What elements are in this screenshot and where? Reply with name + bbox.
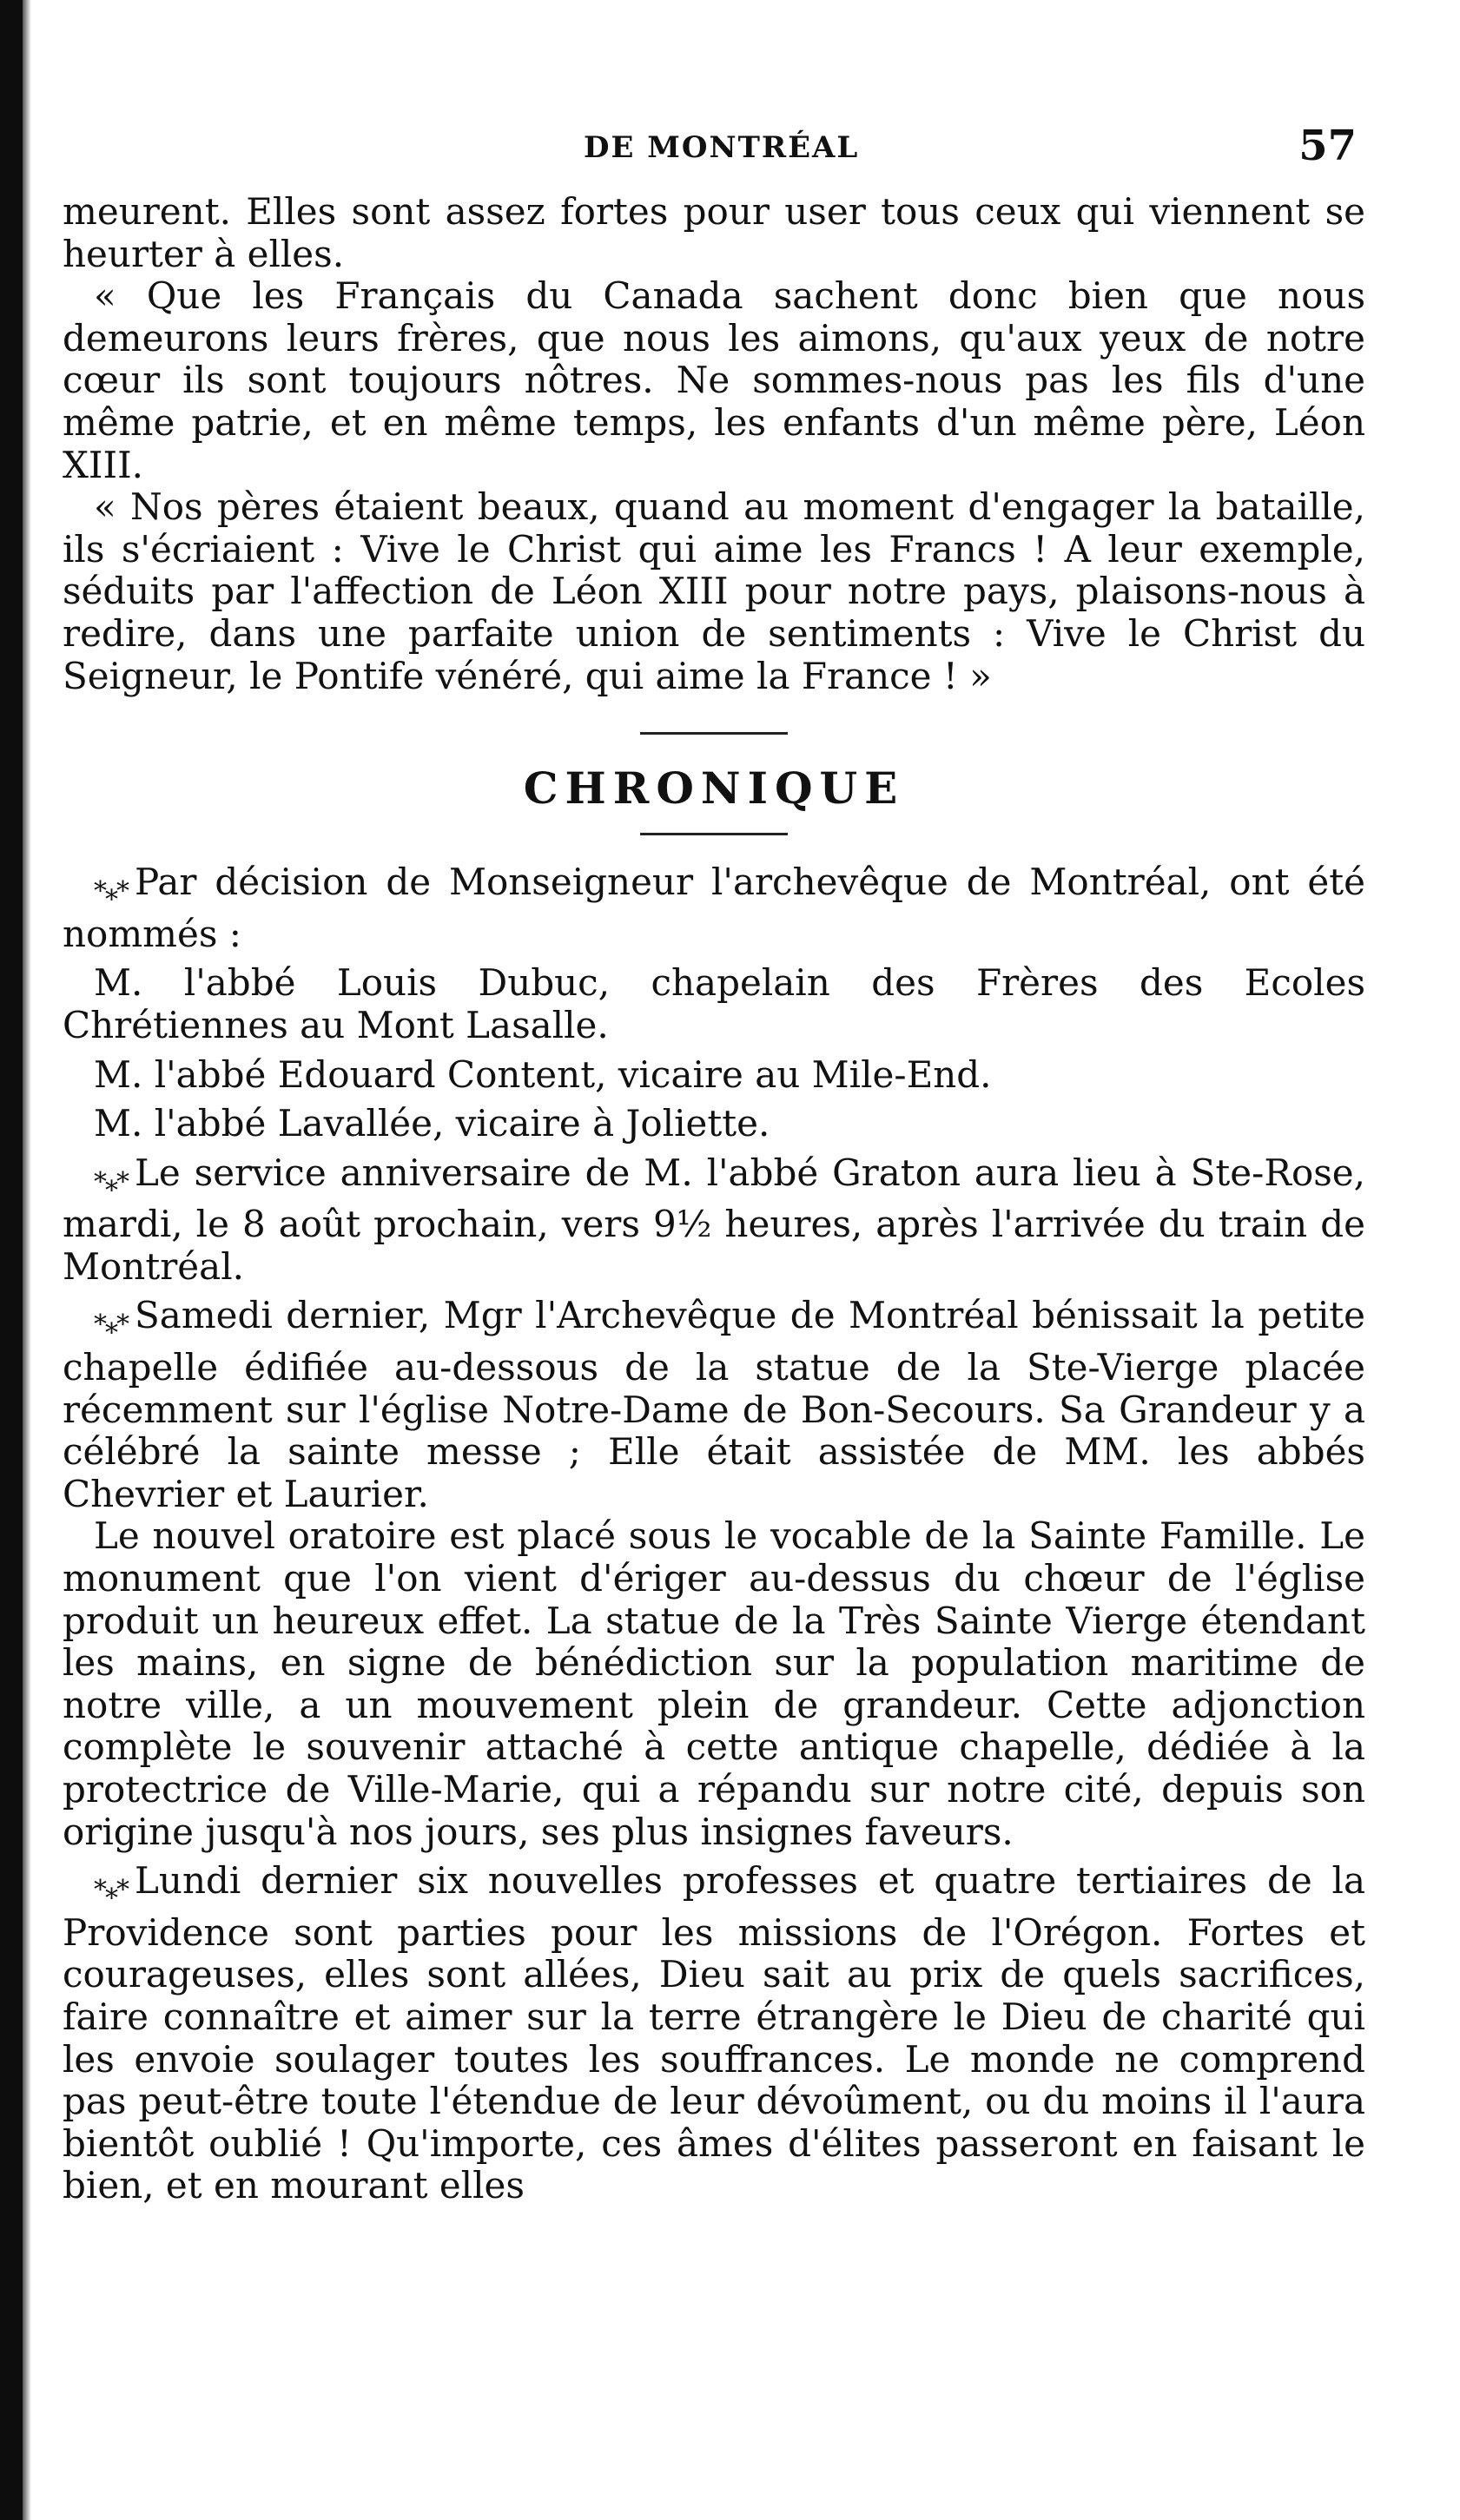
page-header — [63, 122, 1365, 191]
section-heading: CHRONIQUE — [523, 762, 905, 815]
chronique-list — [63, 861, 1365, 2207]
chronique-item: *⁎* Lundi dernier six nouvelles professes et quatre tertiaires de la Providence sont parties pour les missions de l'Orégon. Fortes et courageuses, elles sont allées, Dieu sait au prix de quels sacrifices, faire connaître et aimer sur la terre étrangère le Dieu de charité qui les envoie soulager toutes les souffrances. Le monde ne comprend pas peut-être toute l'étendue de leur dévoûment, ou du moins il l'aura bientôt oublié ! Qu'importe, ces âmes d'élites passeront en faisant le bien, et en mourant elles — [63, 1859, 1365, 2207]
scan-edge-shadow — [23, 0, 31, 2520]
section-rule-top — [640, 732, 788, 735]
page-number: 57 — [1298, 122, 1357, 170]
asterism-icon: *⁎* — [94, 876, 128, 907]
asterism-icon: *⁎* — [94, 1166, 128, 1197]
running-title: DE MONTRÉAL — [584, 130, 860, 165]
chronique-item: Le nouvel oratoire est placé sous le vocable de la Sainte Famille. Le monument que l'on vient d'ériger au-dessus du chœur de l'église produit un heureux effet. La statue de la Très Sainte Vierge étendant les mains, en signe de bénédiction sur la population maritime de notre ville, a un mouvement plein de grandeur. Cette adjonction complète le souvenir attaché à cette antique chapelle, dédiée à la protectrice de Ville-Marie, qui a répandu sur notre cité, depuis son origine jusqu'à nos jours, ses plus insignes faveurs. — [63, 1514, 1365, 1853]
chronique-item: M. l'abbé Louis Dubuc, chapelain des Frères des Ecoles Chrétiennes au Mont Lasalle. — [63, 961, 1365, 1046]
intro-paragraph-1: meurent. Elles sont assez fortes pour user tous ceux qui viennent se heurter à elles. — [63, 190, 1365, 275]
scan-edge — [0, 0, 23, 2520]
intro-paragraph-3: « Nos pères étaient beaux, quand au moment d'engager la bataille, ils s'écriaient : Vive le Christ qui aime les Francs ! A leur exemple, séduits par l'affection de Léon XIII pour notre pays, plaisons-nous à redire, dans une parfaite union de sentiments : Vive le Christ du Seigneur, le Pontife vénéré, qui aime la France ! » — [63, 485, 1365, 697]
chronique-item: *⁎* Samedi dernier, Mgr l'Archevêque de Montréal bénissait la petite chapelle édifiée au-dessous de la statue de la Ste-Vierge placée récemment sur l'église Notre-Dame de Bon-Secours. Sa Grandeur y a célébré la sainte messe ; Elle était assistée de MM. les abbés Chevrier et Laurier. — [63, 1294, 1365, 1515]
intro-paragraph-2: « Que les Français du Canada sachent donc bien que nous demeurons leurs frères, que nous les aimons, qu'aux yeux de notre cœur ils sont toujours nôtres. Ne sommes-nous pas les fils d'une même patrie, et en même temps, les enfants d'un même père, Léon XIII. — [63, 274, 1365, 486]
asterism-icon: *⁎* — [94, 1875, 128, 1906]
chronique-item: *⁎* Par décision de Monseigneur l'archevêque de Montréal, ont été nommés : — [63, 861, 1365, 955]
chronique-item: *⁎* Le service anniversaire de M. l'abbé Graton aura lieu à Ste-Rose, mardi, le 8 août prochain, vers 9½ heures, après l'arrivée du train de Montréal. — [63, 1151, 1365, 1288]
chronique-item: M. l'abbé Lavallée, vicaire à Joliette. — [94, 1102, 770, 1145]
asterism-icon: *⁎* — [94, 1309, 128, 1341]
book-page — [63, 122, 1365, 2207]
chronique-item: M. l'abbé Edouard Content, vicaire au Mile-End. — [94, 1052, 992, 1096]
